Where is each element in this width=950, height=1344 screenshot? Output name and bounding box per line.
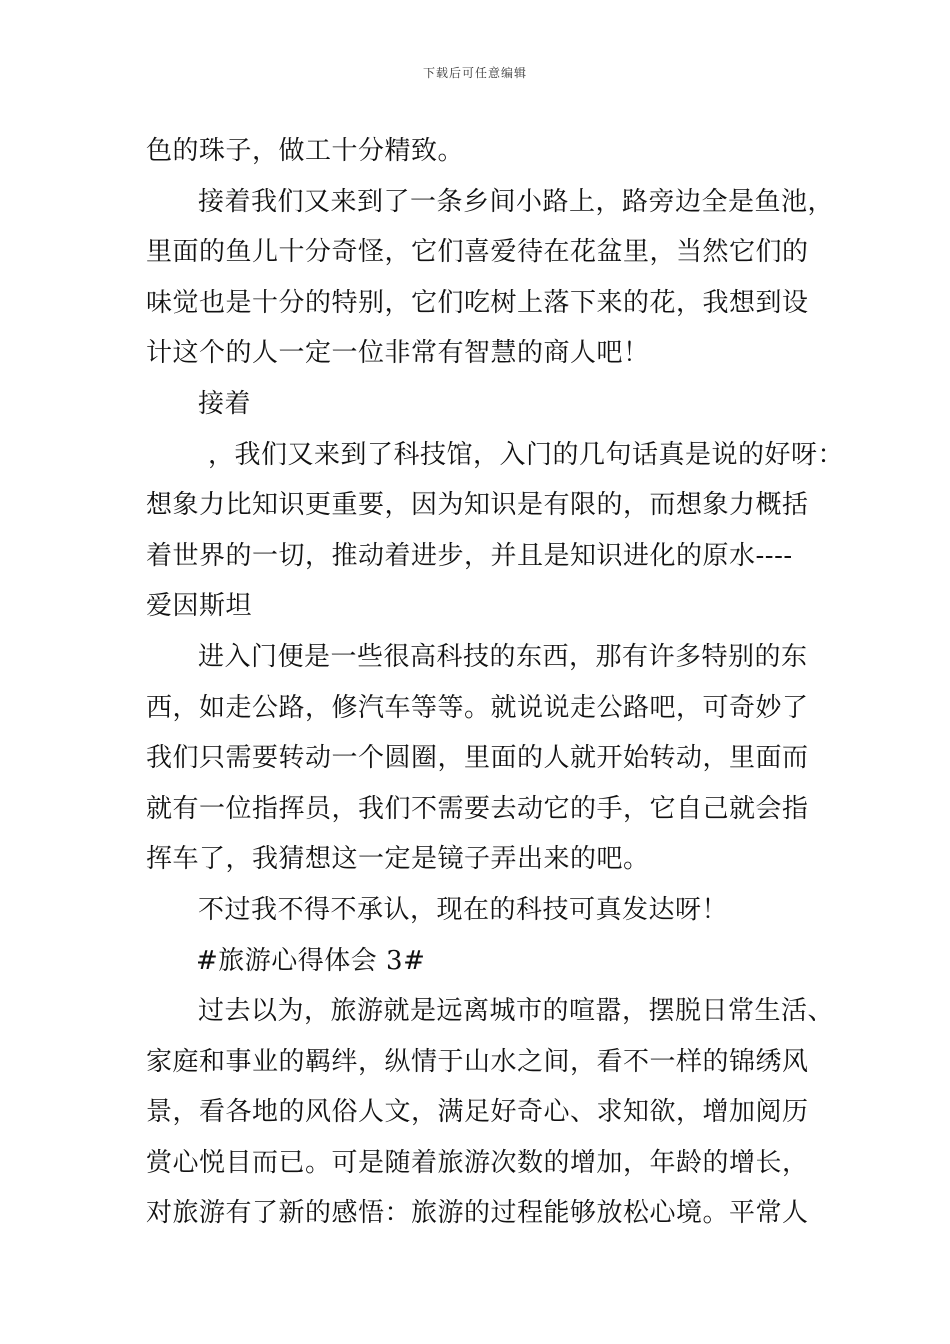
text-line: 想象力比知识更重要，因为知识是有限的，而想象力概括 (146, 490, 809, 521)
text-line: 赏心悦目而已。可是随着旅游次数的增加，年龄的增长， (146, 1147, 809, 1178)
text-line: 着世界的一切，推动着进步，并且是知识进化的原水---- (146, 540, 793, 571)
text-line: 爱因斯坦 (146, 591, 253, 622)
text-line: 对旅游有了新的感悟：旅游的过程能够放松心境。平常人 (146, 1198, 809, 1229)
text-line: 不过我不得不承认，现在的科技可真发达呀！ (198, 894, 729, 925)
text-line: 进入门便是一些很高科技的东西，那有许多特别的东 (198, 641, 808, 672)
text-line: 计这个的人一定一位非常有智慧的商人吧！ (146, 338, 650, 369)
text-line: 我们只需要转动一个圆圈，里面的人就开始转动，里面而 (146, 743, 809, 774)
text-line: 接着我们又来到了一条乡间小路上，路旁边全是鱼池， (198, 186, 835, 217)
text-line: 景，看各地的风俗人文，满足好奇心、求知欲，增加阅历 (146, 1097, 809, 1128)
text-line: 里面的鱼儿十分奇怪，它们喜爱待在花盆里，当然它们的 (146, 237, 809, 268)
text-line: 西，如走公路，修汽车等等。就说说走公路吧，可奇妙了 (146, 692, 809, 723)
text-line: 味觉也是十分的特别，它们吃树上落下来的花，我想到设 (146, 287, 809, 318)
text-line: 接着 (198, 388, 252, 419)
text-line: 色的珠子，做工十分精致。 (146, 136, 465, 166)
page-header: 下载后可任意编辑 (422, 66, 527, 80)
document-body (146, 126, 845, 1239)
text-line: 过去以为，旅游就是远离城市的喧嚣，摆脱日常生活、 (198, 996, 835, 1027)
section-heading: #旅游心得体会 3# (196, 945, 426, 976)
text-line: 挥车了，我猜想这一定是镜子弄出来的吧。 (146, 844, 650, 875)
text-line: ，我们又来到了科技馆，入门的几句话真是说的好呀： (208, 439, 845, 470)
text-line: 家庭和事业的羁绊，纵情于山水之间，看不一样的锦绣风 (146, 1046, 809, 1077)
text-line: 就有一位指挥员，我们不需要去动它的手，它自己就会指 (146, 793, 809, 824)
